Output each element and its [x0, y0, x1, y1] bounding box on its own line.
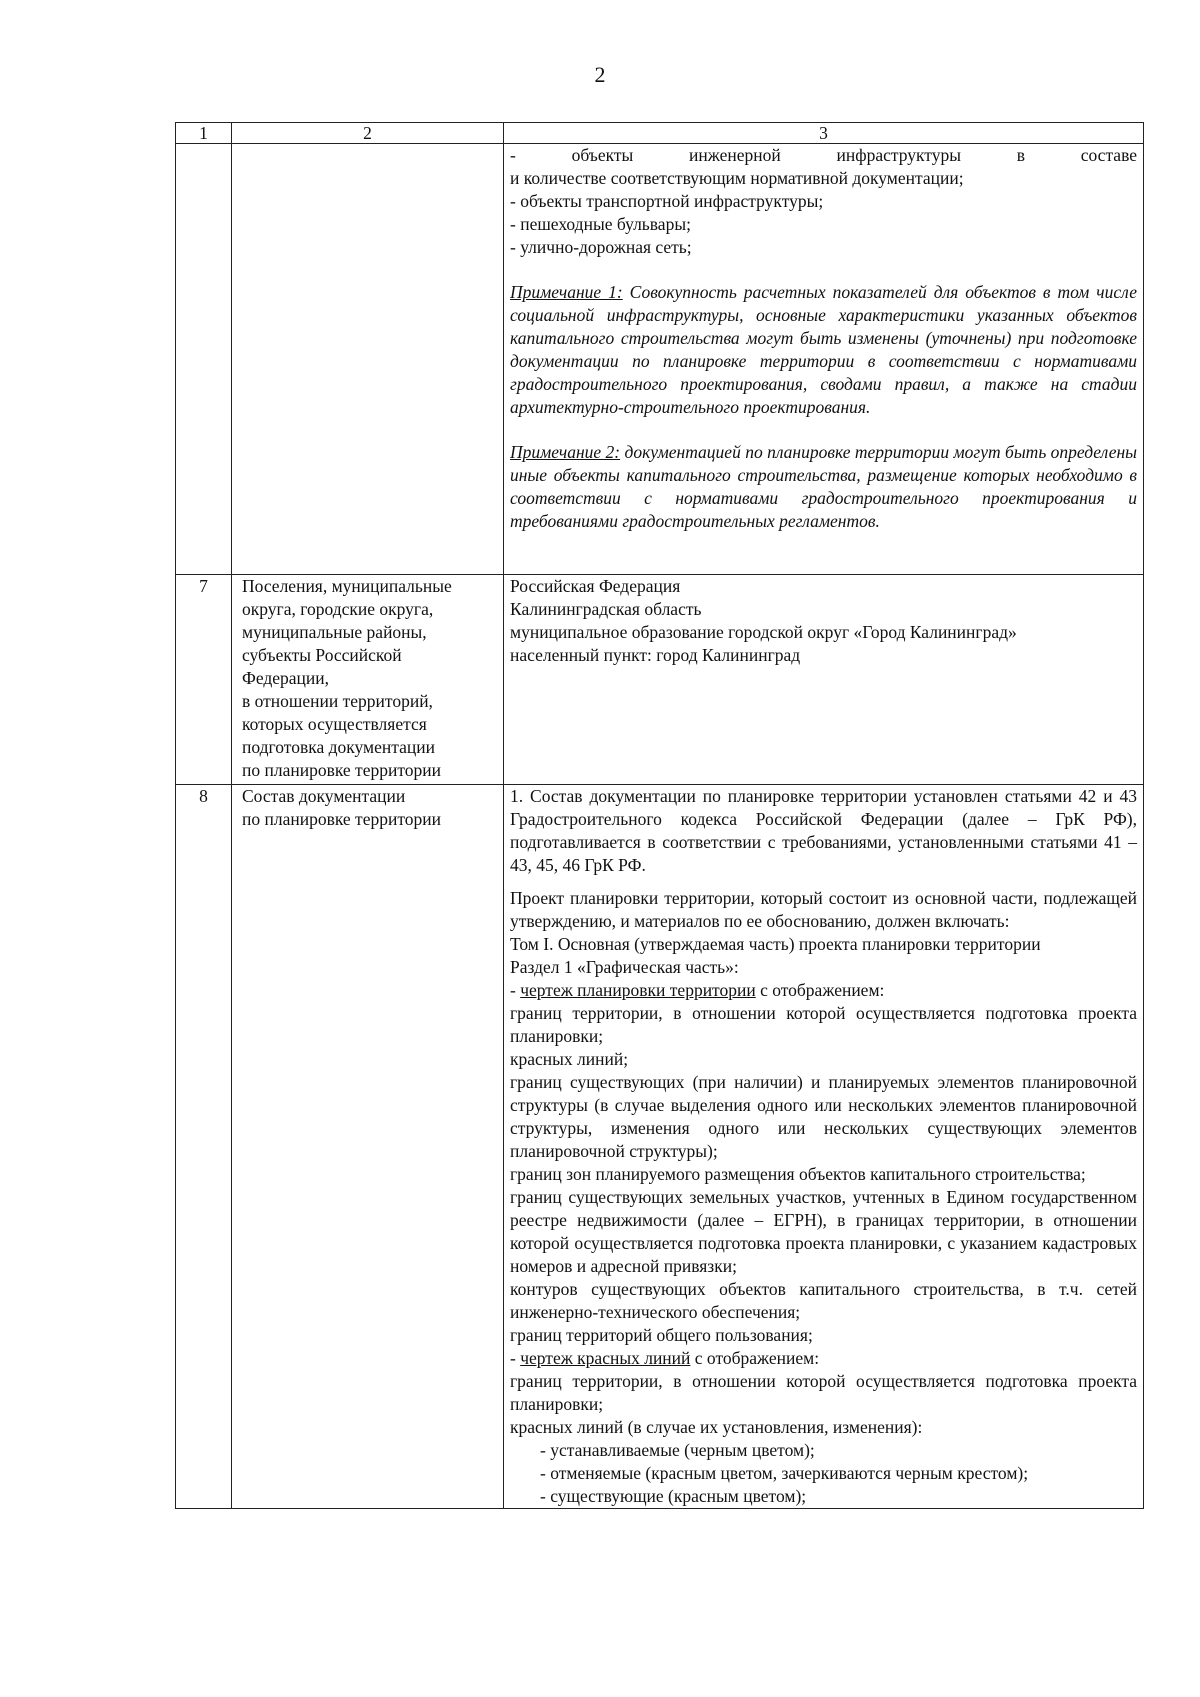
row-content-cell	[504, 575, 1144, 785]
row-label-line: субъекты Российской	[242, 645, 402, 665]
row-label-line: подготовка документации	[242, 737, 435, 757]
row-number: 7	[176, 575, 232, 785]
header-col-3: 3	[504, 123, 1144, 144]
header-col-1: 1	[176, 123, 232, 144]
list-item: муниципальное образование городской округ «Город Калининград»	[510, 622, 1017, 642]
dash: -	[510, 1348, 521, 1368]
list-item: Российская Федерация	[510, 576, 681, 596]
row-label-cell	[232, 785, 504, 1509]
row-label-line: Федерации,	[242, 668, 330, 688]
section-title: Раздел 1 «Графическая часть»:	[510, 957, 739, 977]
list-item: границ зон планируемого размещения объектов капитального строительства;	[510, 1164, 1086, 1184]
list-item: границ территории, в отношении которой осуществляется подготовка проекта планировки;	[510, 1003, 1137, 1046]
document-table	[175, 122, 1144, 1509]
list-item: - объекты транспортной инфраструктуры;	[510, 191, 824, 211]
row-content-cell	[504, 144, 1144, 575]
note-1-text: Совокупность расчетных показателей для объектов в том числе социальной инфраструктуры, основные характеристики указанных объектов капитального строительства могут быть изменены (уточнены) при подготовке документации по планировке территории в соответствии с нормативами градостроительного проектирования, сводами правил, а также на стадии архитектурно-строительного проектирования.	[510, 282, 1138, 417]
sub-list-item: - устанавливаемые (черным цветом);	[540, 1440, 815, 1460]
dash: -	[510, 980, 521, 1000]
list-item: Калининградская область	[510, 599, 702, 619]
list-item: красных линий (в случае их установления, изменения):	[510, 1417, 923, 1437]
row-label-line: муниципальные районы,	[242, 622, 427, 642]
paragraph: Проект планировки территории, который состоит из основной части, подлежащей утверждению, и материалов по ее обоснованию, должен включать:	[510, 888, 1137, 931]
table-row	[176, 575, 1144, 785]
row-content-cell	[504, 785, 1144, 1509]
row-label-line: Состав документации	[242, 786, 406, 806]
drawing-link: чертеж планировки территории	[520, 980, 756, 1000]
table-header-row	[176, 123, 1144, 144]
row-label-line: Поселения, муниципальные	[242, 576, 452, 596]
page-number: 2	[594, 62, 606, 87]
note-2-label: Примечание 2:	[510, 442, 621, 462]
drawing-heading-rest: с отображением:	[755, 980, 885, 1000]
row-label-cell	[232, 144, 504, 575]
paragraph: 1. Состав документации по планировке территории установлен статьями 42 и 43 Градостроительного кодекса Российской Федерации (далее – ГрК РФ), подготавливается в соответствии с требованиями, установленными статьями 41 – 43, 45, 46 ГрК РФ.	[510, 786, 1137, 875]
list-item: - пешеходные бульвары;	[510, 214, 691, 234]
drawing-heading	[510, 1347, 1137, 1370]
row-number-cell	[176, 144, 232, 575]
list-item: границ территории, в отношении которой осуществляется подготовка проекта планировки;	[510, 1371, 1137, 1414]
list-item: красных линий;	[510, 1049, 629, 1069]
table-row	[176, 785, 1144, 1509]
sub-list-item: - отменяемые (красным цветом, зачеркиваются черным крестом);	[540, 1463, 1029, 1483]
note-2	[510, 441, 1137, 533]
sub-list-item: - существующие (красным цветом);	[540, 1486, 807, 1506]
drawing-heading	[510, 979, 1137, 1002]
list-item: - объекты инженерной инфраструктуры в составе	[510, 145, 1137, 165]
note-1	[510, 281, 1137, 419]
list-item: и количестве соответствующим нормативной документации;	[510, 168, 964, 188]
row-label-line: которых осуществляется	[242, 714, 427, 734]
list-item: границ территорий общего пользования;	[510, 1325, 813, 1345]
row-number: 8	[176, 785, 232, 1509]
drawing-heading-rest: с отображением:	[690, 1348, 820, 1368]
row-label-line: по планировке территории	[242, 809, 441, 829]
list-item: контуров существующих объектов капитального строительства, в т.ч. сетей инженерно-технического обеспечения;	[510, 1279, 1137, 1322]
table-row	[176, 144, 1144, 575]
row-label-line: округа, городские округа,	[242, 599, 434, 619]
row-label-line: в отношении территорий,	[242, 691, 433, 711]
note-2-text: документацией по планировке территории могут быть определены иные объекты капитального строительства, размещение которых необходимо в соответствии с нормативами градостроительного проектирования и требованиями градостроительных регламентов.	[510, 442, 1138, 531]
list-item: - улично-дорожная сеть;	[510, 237, 692, 257]
note-1-label: Примечание 1:	[510, 282, 623, 302]
list-item: населенный пункт: город Калининград	[510, 645, 801, 665]
row-label-line: по планировке территории	[242, 760, 441, 780]
drawing-link: чертеж красных линий	[520, 1348, 691, 1368]
list-item: границ существующих земельных участков, учтенных в Едином государственном реестре недвижимости (далее – ЕГРН), в границах территории, в отношении которой осуществляется подготовка проекта планировки, с указанием кадастровых номеров и адресной привязки;	[510, 1187, 1137, 1276]
header-col-2: 2	[232, 123, 504, 144]
row-label-cell	[232, 575, 504, 785]
list-item: границ существующих (при наличии) и планируемых элементов планировочной структуры (в случае выделения одного или нескольких элементов планировочной структуры, изменения одного или нескольких существующих элементов планировочной структуры);	[510, 1072, 1137, 1161]
volume-title: Том I. Основная (утверждаемая часть) проекта планировки территории	[510, 934, 1041, 954]
